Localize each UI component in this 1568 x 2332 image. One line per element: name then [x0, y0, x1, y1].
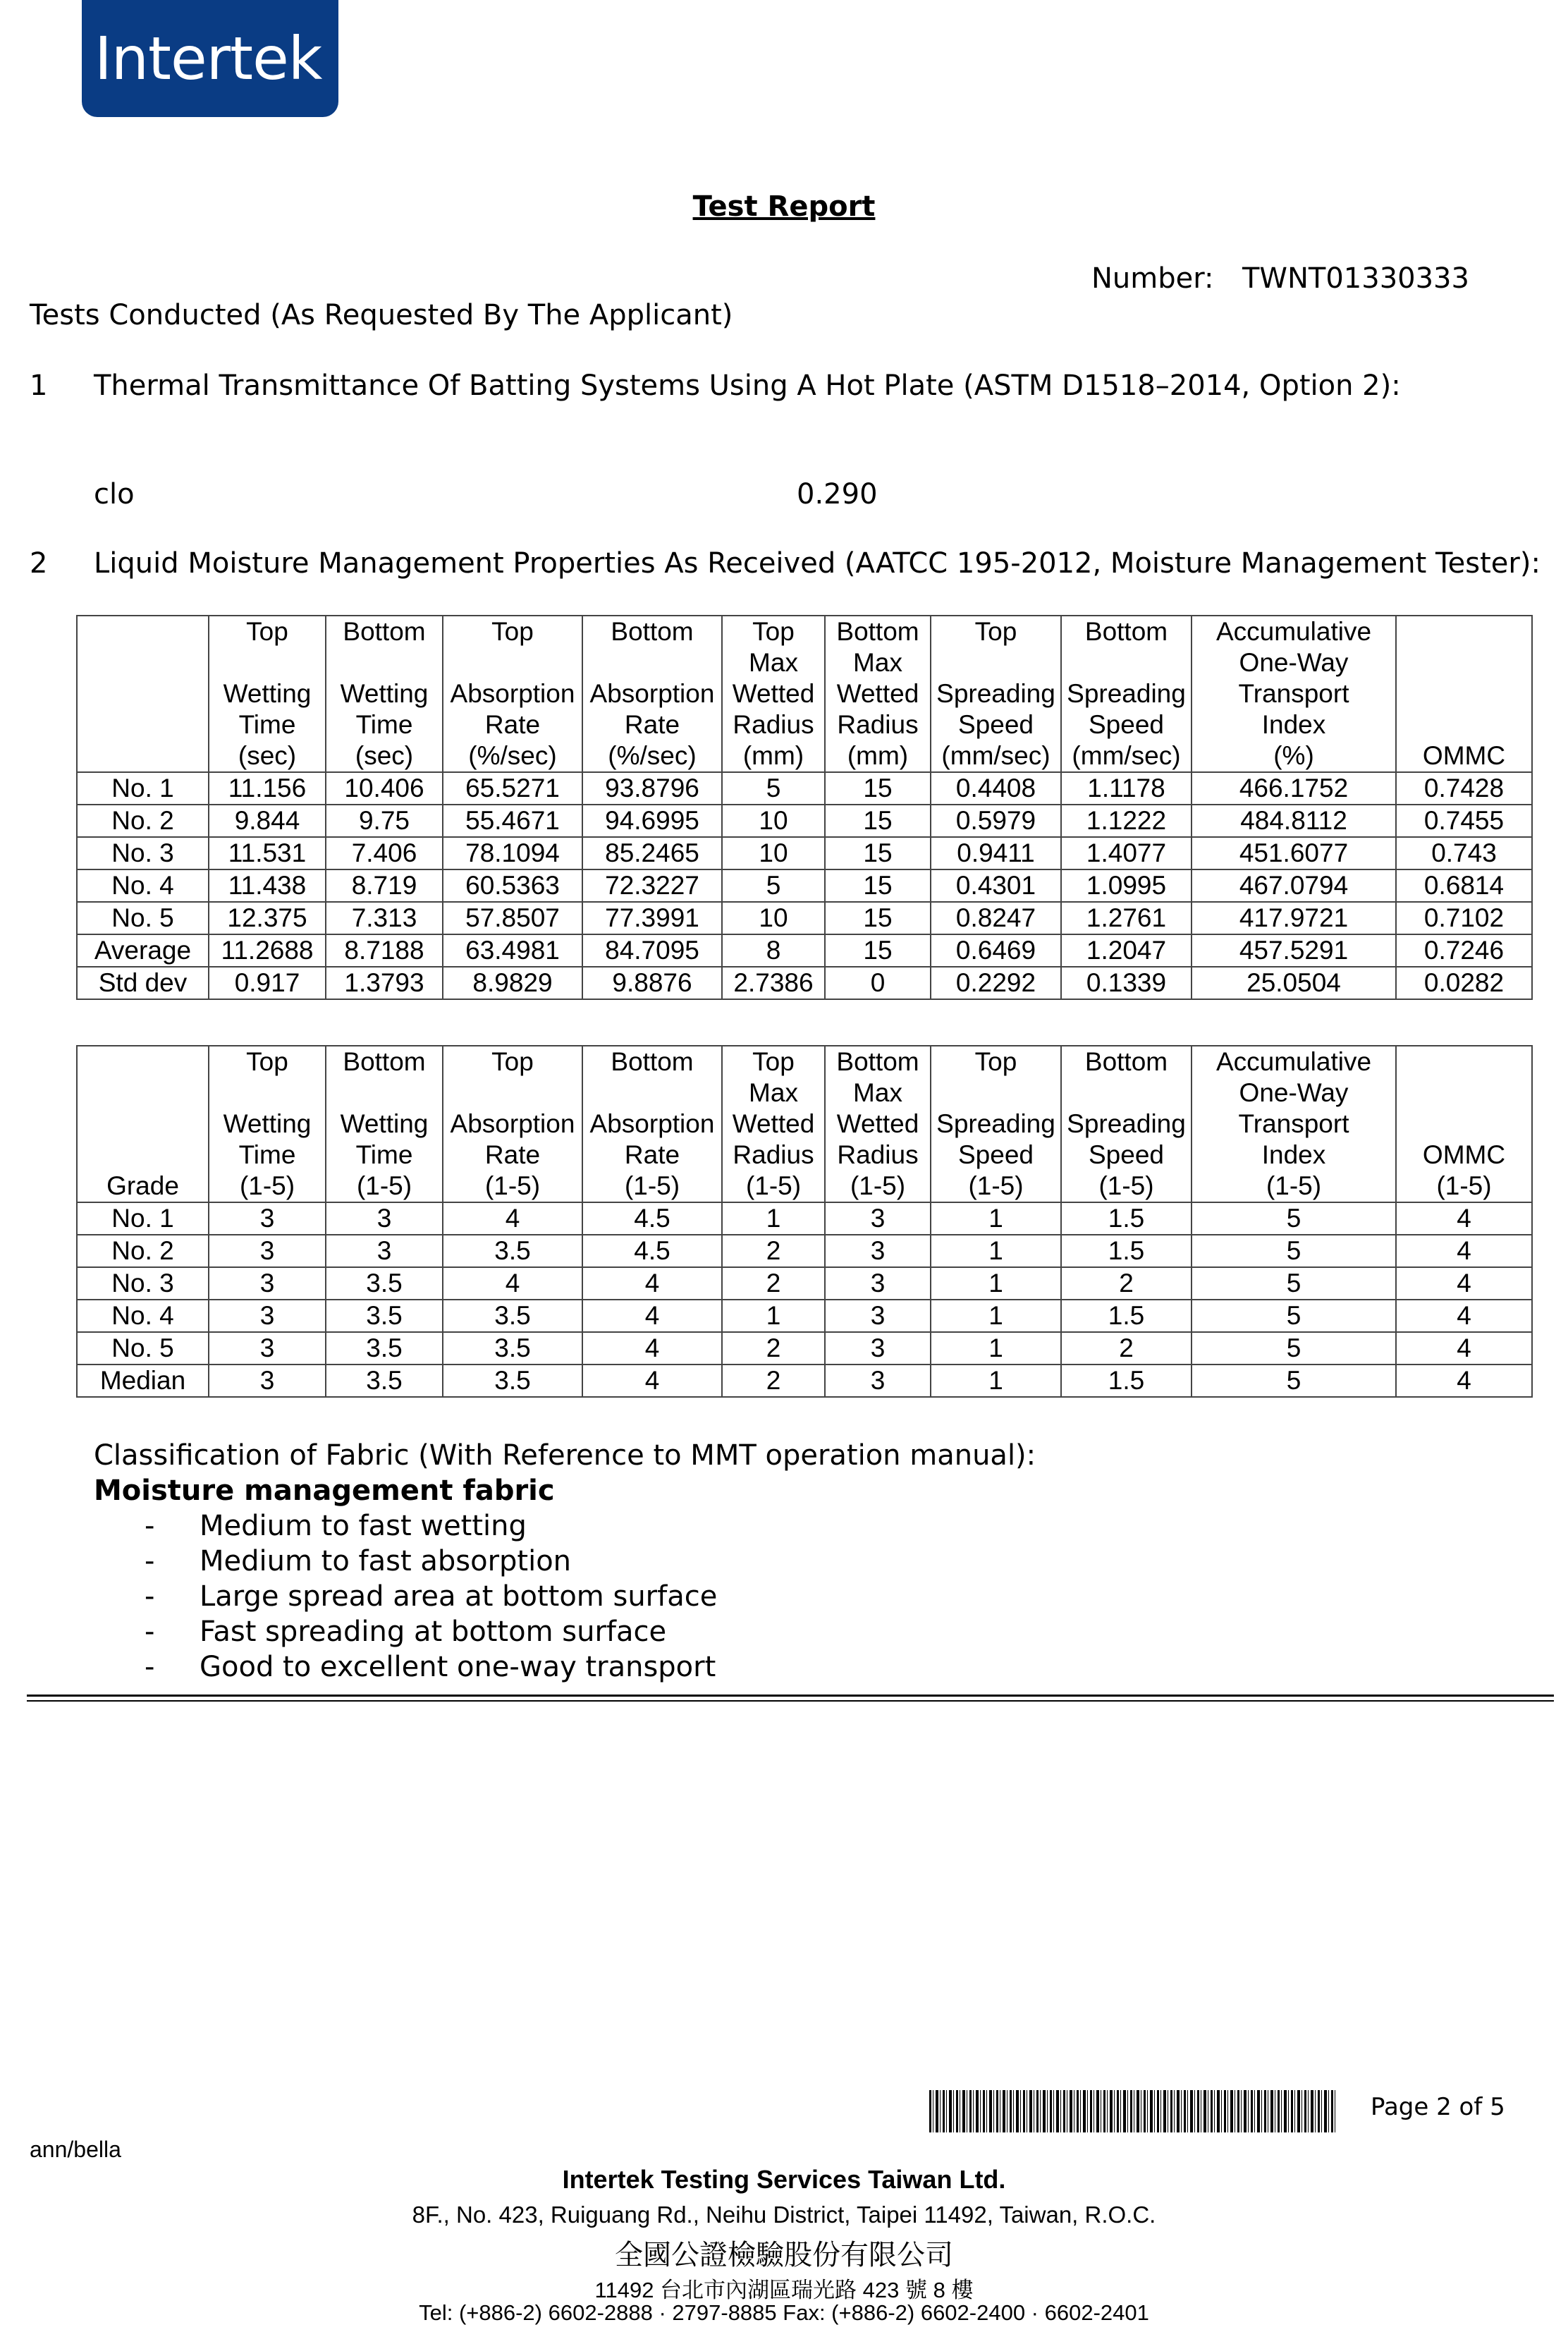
- table-cell: 5: [1192, 1365, 1396, 1397]
- table-cell: 2: [1061, 1332, 1192, 1365]
- column-header: Bottom Max Wetted Radius (1-5): [825, 1046, 931, 1202]
- column-header: Bottom Wetting Time (sec): [326, 616, 443, 772]
- section1-title: Thermal Transmittance Of Batting Systems Using A Hot Plate (ASTM D1518–2014, Option 2):: [94, 370, 1401, 402]
- table-cell: 1: [931, 1235, 1061, 1267]
- list-item: [94, 1614, 1036, 1649]
- table-cell: 57.8507: [443, 902, 582, 934]
- table-cell: 0.917: [209, 967, 326, 999]
- bullet-dash: -: [145, 1510, 155, 1542]
- section2-number: 2: [30, 547, 48, 580]
- table-cell: 5: [1192, 1332, 1396, 1365]
- column-header: Accumulative One-Way Transport Index (1-5): [1192, 1046, 1396, 1202]
- column-header: Bottom Wetting Time (1-5): [326, 1046, 443, 1202]
- table-cell: 3.5: [326, 1267, 443, 1300]
- table-cell: 3: [209, 1332, 326, 1365]
- table-header-row: [77, 616, 1532, 772]
- classification-intro: Classification of Fabric (With Reference to MMT operation manual):: [94, 1439, 1036, 1472]
- table-cell: 1.2047: [1061, 934, 1192, 967]
- table-cell: 3: [825, 1235, 931, 1267]
- table-cell: 4: [443, 1267, 582, 1300]
- table-header-row: [77, 1046, 1532, 1202]
- report-title: Test Report: [692, 190, 876, 223]
- table-cell: 3.5: [326, 1332, 443, 1365]
- table-cell: 417.9721: [1192, 902, 1396, 934]
- table-cell: 5: [1192, 1267, 1396, 1300]
- table-cell: 3: [825, 1332, 931, 1365]
- table-cell: 12.375: [209, 902, 326, 934]
- table-cell: 2: [722, 1267, 825, 1300]
- table-cell: 8.7188: [326, 934, 443, 967]
- row-label: No. 4: [77, 1300, 209, 1332]
- table-cell: 1.1222: [1061, 805, 1192, 837]
- table-cell: 1.2761: [1061, 902, 1192, 934]
- table-cell: 0.6814: [1396, 869, 1532, 902]
- table-cell: 1: [931, 1332, 1061, 1365]
- row-label: No. 3: [77, 1267, 209, 1300]
- column-header: Top Max Wetted Radius (mm): [722, 616, 825, 772]
- list-item: [94, 1579, 1036, 1614]
- table-cell: 85.2465: [582, 837, 722, 869]
- table-cell: 3: [825, 1267, 931, 1300]
- table-cell: 11.156: [209, 772, 326, 805]
- list-item-text: Medium to fast absorption: [200, 1545, 572, 1577]
- table-cell: 72.3227: [582, 869, 722, 902]
- row-label: Median: [77, 1365, 209, 1397]
- table-cell: 4: [582, 1267, 722, 1300]
- table-cell: 7.313: [326, 902, 443, 934]
- row-label: No. 1: [77, 1202, 209, 1235]
- table-cell: 1: [931, 1202, 1061, 1235]
- row-label: No. 2: [77, 1235, 209, 1267]
- number-value: TWNT01330333: [1242, 262, 1469, 295]
- table-cell: 65.5271: [443, 772, 582, 805]
- column-header: Accumulative One-Way Transport Index (%): [1192, 616, 1396, 772]
- list-item-text: Fast spreading at bottom surface: [200, 1616, 667, 1648]
- table-cell: 0.6469: [931, 934, 1061, 967]
- table-cell: 466.1752: [1192, 772, 1396, 805]
- table-cell: 11.438: [209, 869, 326, 902]
- table-cell: 2: [1061, 1267, 1192, 1300]
- table-cell: 3.5: [326, 1365, 443, 1397]
- table-cell: 0.0282: [1396, 967, 1532, 999]
- table-cell: 55.4671: [443, 805, 582, 837]
- classification-list: [94, 1508, 1036, 1685]
- row-label: No. 2: [77, 805, 209, 837]
- table-cell: 0.8247: [931, 902, 1061, 934]
- row-label: No. 3: [77, 837, 209, 869]
- row-label: Average: [77, 934, 209, 967]
- table-cell: 1.0995: [1061, 869, 1192, 902]
- bullet-dash: -: [145, 1580, 155, 1613]
- table-cell: 0.7428: [1396, 772, 1532, 805]
- table-cell: 8.719: [326, 869, 443, 902]
- table-cell: 4.5: [582, 1202, 722, 1235]
- table-cell: 4: [1396, 1300, 1532, 1332]
- table-cell: 0.7246: [1396, 934, 1532, 967]
- page-number: Page 2 of 5: [1371, 2093, 1505, 2121]
- table-row: [77, 1365, 1532, 1397]
- table-cell: 0.1339: [1061, 967, 1192, 999]
- row-label: No. 4: [77, 869, 209, 902]
- table-cell: 1: [931, 1365, 1061, 1397]
- table-cell: 0: [825, 967, 931, 999]
- table-cell: 1.5: [1061, 1235, 1192, 1267]
- table-cell: 7.406: [326, 837, 443, 869]
- table-row: [77, 1332, 1532, 1365]
- table-cell: 4: [1396, 1365, 1532, 1397]
- bullet-dash: -: [145, 1616, 155, 1648]
- table-row: [77, 967, 1532, 999]
- table-cell: 451.6077: [1192, 837, 1396, 869]
- list-item-text: Good to excellent one-way transport: [200, 1651, 716, 1683]
- table-cell: 2: [722, 1332, 825, 1365]
- table-cell: 1.1178: [1061, 772, 1192, 805]
- column-header: Grade: [77, 1046, 209, 1202]
- table-cell: 10: [722, 902, 825, 934]
- table-cell: 94.6995: [582, 805, 722, 837]
- table-row: [77, 772, 1532, 805]
- column-header: Bottom Spreading Speed (mm/sec): [1061, 616, 1192, 772]
- table-cell: 1: [722, 1202, 825, 1235]
- table-cell: 3: [825, 1365, 931, 1397]
- footer-contact: Tel: (+886-2) 6602-2888 · 2797-8885 Fax: (+886-2) 6602-2400 · 6602-2401: [419, 2300, 1149, 2325]
- column-header: Top Wetting Time (1-5): [209, 1046, 326, 1202]
- table-cell: 4: [1396, 1235, 1532, 1267]
- initials: ann/bella: [30, 2137, 121, 2162]
- row-label: No. 1: [77, 772, 209, 805]
- table-cell: 3: [326, 1235, 443, 1267]
- row-label: Std dev: [77, 967, 209, 999]
- barcode: [929, 2090, 1337, 2132]
- table-cell: 10.406: [326, 772, 443, 805]
- table-cell: 3: [209, 1202, 326, 1235]
- table-cell: 78.1094: [443, 837, 582, 869]
- table-cell: 9.844: [209, 805, 326, 837]
- table-cell: 9.8876: [582, 967, 722, 999]
- table-row: [77, 1300, 1532, 1332]
- table-cell: 2: [722, 1235, 825, 1267]
- footer-company-zh: 全國公證檢驗股份有限公司: [615, 2239, 953, 2271]
- table-cell: 3.5: [443, 1300, 582, 1332]
- footer-address-zh: 11492 台北市內湖區瑞光路 423 號 8 樓: [594, 2278, 974, 2302]
- table-cell: 15: [825, 837, 931, 869]
- bullet-dash: -: [145, 1545, 155, 1577]
- list-item: [94, 1508, 1036, 1544]
- table-cell: 0.9411: [931, 837, 1061, 869]
- table-cell: 10: [722, 805, 825, 837]
- table-cell: 3: [825, 1300, 931, 1332]
- table-cell: 457.5291: [1192, 934, 1396, 967]
- table-row: [77, 837, 1532, 869]
- tests-conducted: Tests Conducted (As Requested By The Applicant): [30, 299, 733, 331]
- table-cell: 3.5: [443, 1365, 582, 1397]
- table-cell: 4: [1396, 1202, 1532, 1235]
- table-cell: 15: [825, 934, 931, 967]
- table-cell: 3.5: [443, 1235, 582, 1267]
- table-cell: 3: [326, 1202, 443, 1235]
- table-cell: 11.2688: [209, 934, 326, 967]
- table-cell: 5: [1192, 1300, 1396, 1332]
- table-cell: 1.5: [1061, 1202, 1192, 1235]
- table-cell: 93.8796: [582, 772, 722, 805]
- mmt-grades-table: [76, 1045, 1533, 1398]
- number-label: Number:: [1091, 262, 1214, 295]
- table-cell: 4: [1396, 1332, 1532, 1365]
- column-header: OMMC: [1396, 616, 1532, 772]
- list-item-text: Medium to fast wetting: [200, 1510, 527, 1542]
- clo-label: clo: [94, 478, 135, 511]
- table-cell: 60.5363: [443, 869, 582, 902]
- table-cell: 1.3793: [326, 967, 443, 999]
- bullet-dash: -: [145, 1651, 155, 1683]
- table-cell: 1: [722, 1300, 825, 1332]
- divider: [27, 1700, 1554, 1702]
- divider: [27, 1695, 1554, 1697]
- table-cell: 467.0794: [1192, 869, 1396, 902]
- column-header: Bottom Max Wetted Radius (mm): [825, 616, 931, 772]
- table-cell: 25.0504: [1192, 967, 1396, 999]
- table-cell: 5: [1192, 1235, 1396, 1267]
- table-cell: 0.5979: [931, 805, 1061, 837]
- column-header: Top Absorption Rate (1-5): [443, 1046, 582, 1202]
- table-cell: 3: [209, 1365, 326, 1397]
- table-cell: 3: [209, 1267, 326, 1300]
- table-cell: 1: [931, 1267, 1061, 1300]
- table-cell: 3.5: [326, 1300, 443, 1332]
- logo-text: Intertek: [94, 24, 322, 93]
- row-label: No. 5: [77, 1332, 209, 1365]
- table-cell: 8.9829: [443, 967, 582, 999]
- clo-value: 0.290: [797, 478, 878, 511]
- column-header: Top Absorption Rate (%/sec): [443, 616, 582, 772]
- table-cell: 3.5: [443, 1332, 582, 1365]
- table-cell: 5: [722, 869, 825, 902]
- table-cell: 0.743: [1396, 837, 1532, 869]
- table-cell: 1.4077: [1061, 837, 1192, 869]
- table-cell: 1.5: [1061, 1365, 1192, 1397]
- table-row: [77, 869, 1532, 902]
- table-row: [77, 1267, 1532, 1300]
- table-cell: 5: [1192, 1202, 1396, 1235]
- table-cell: 63.4981: [443, 934, 582, 967]
- table-row: [77, 1235, 1532, 1267]
- mmt-results-table: [76, 615, 1533, 1000]
- list-item: [94, 1649, 1036, 1685]
- table-cell: 9.75: [326, 805, 443, 837]
- column-header: Bottom Spreading Speed (1-5): [1061, 1046, 1192, 1202]
- table-cell: 3: [825, 1202, 931, 1235]
- table-row: [77, 1202, 1532, 1235]
- column-header: [77, 616, 209, 772]
- table-cell: 0.7102: [1396, 902, 1532, 934]
- table-cell: 4: [582, 1332, 722, 1365]
- classification-title: Moisture management fabric: [94, 1475, 555, 1507]
- column-header: OMMC (1-5): [1396, 1046, 1532, 1202]
- table-cell: 15: [825, 902, 931, 934]
- table-cell: 15: [825, 772, 931, 805]
- table-cell: 5: [722, 772, 825, 805]
- intertek-logo: [82, 0, 338, 117]
- table-cell: 8: [722, 934, 825, 967]
- table-cell: 2: [722, 1365, 825, 1397]
- table-cell: 84.7095: [582, 934, 722, 967]
- column-header: Top Spreading Speed (1-5): [931, 1046, 1061, 1202]
- table-cell: 10: [722, 837, 825, 869]
- footer-address: 8F., No. 423, Ruiguang Rd., Neihu District, Taipei 11492, Taiwan, R.O.C.: [412, 2202, 1156, 2228]
- list-item: [94, 1544, 1036, 1579]
- table-cell: 4: [443, 1202, 582, 1235]
- table-row: [77, 934, 1532, 967]
- table-cell: 3: [209, 1235, 326, 1267]
- table-cell: 0.7455: [1396, 805, 1532, 837]
- table-cell: 0.4408: [931, 772, 1061, 805]
- table-cell: 15: [825, 805, 931, 837]
- table-cell: 4: [582, 1365, 722, 1397]
- table-cell: 4: [582, 1300, 722, 1332]
- column-header: Top Wetting Time (sec): [209, 616, 326, 772]
- classification-section: [94, 1438, 1036, 1685]
- table-row: [77, 902, 1532, 934]
- table-row: [77, 805, 1532, 837]
- footer-company: Intertek Testing Services Taiwan Ltd.: [562, 2165, 1006, 2194]
- table-cell: 3: [209, 1300, 326, 1332]
- table-cell: 4: [1396, 1267, 1532, 1300]
- table-cell: 2.7386: [722, 967, 825, 999]
- table-cell: 77.3991: [582, 902, 722, 934]
- table-cell: 1: [931, 1300, 1061, 1332]
- column-header: Top Max Wetted Radius (1-5): [722, 1046, 825, 1202]
- table-cell: 11.531: [209, 837, 326, 869]
- table-cell: 0.2292: [931, 967, 1061, 999]
- list-item-text: Large spread area at bottom surface: [200, 1580, 718, 1613]
- section2-title: Liquid Moisture Management Properties As Received (AATCC 195-2012, Moisture Management Tester):: [94, 547, 1541, 580]
- column-header: Bottom Absorption Rate (1-5): [582, 1046, 722, 1202]
- table-cell: 1.5: [1061, 1300, 1192, 1332]
- table-cell: 4.5: [582, 1235, 722, 1267]
- table-cell: 0.4301: [931, 869, 1061, 902]
- section1-number: 1: [30, 370, 48, 402]
- table-cell: 484.8112: [1192, 805, 1396, 837]
- row-label: No. 5: [77, 902, 209, 934]
- column-header: Bottom Absorption Rate (%/sec): [582, 616, 722, 772]
- table-cell: 15: [825, 869, 931, 902]
- column-header: Top Spreading Speed (mm/sec): [931, 616, 1061, 772]
